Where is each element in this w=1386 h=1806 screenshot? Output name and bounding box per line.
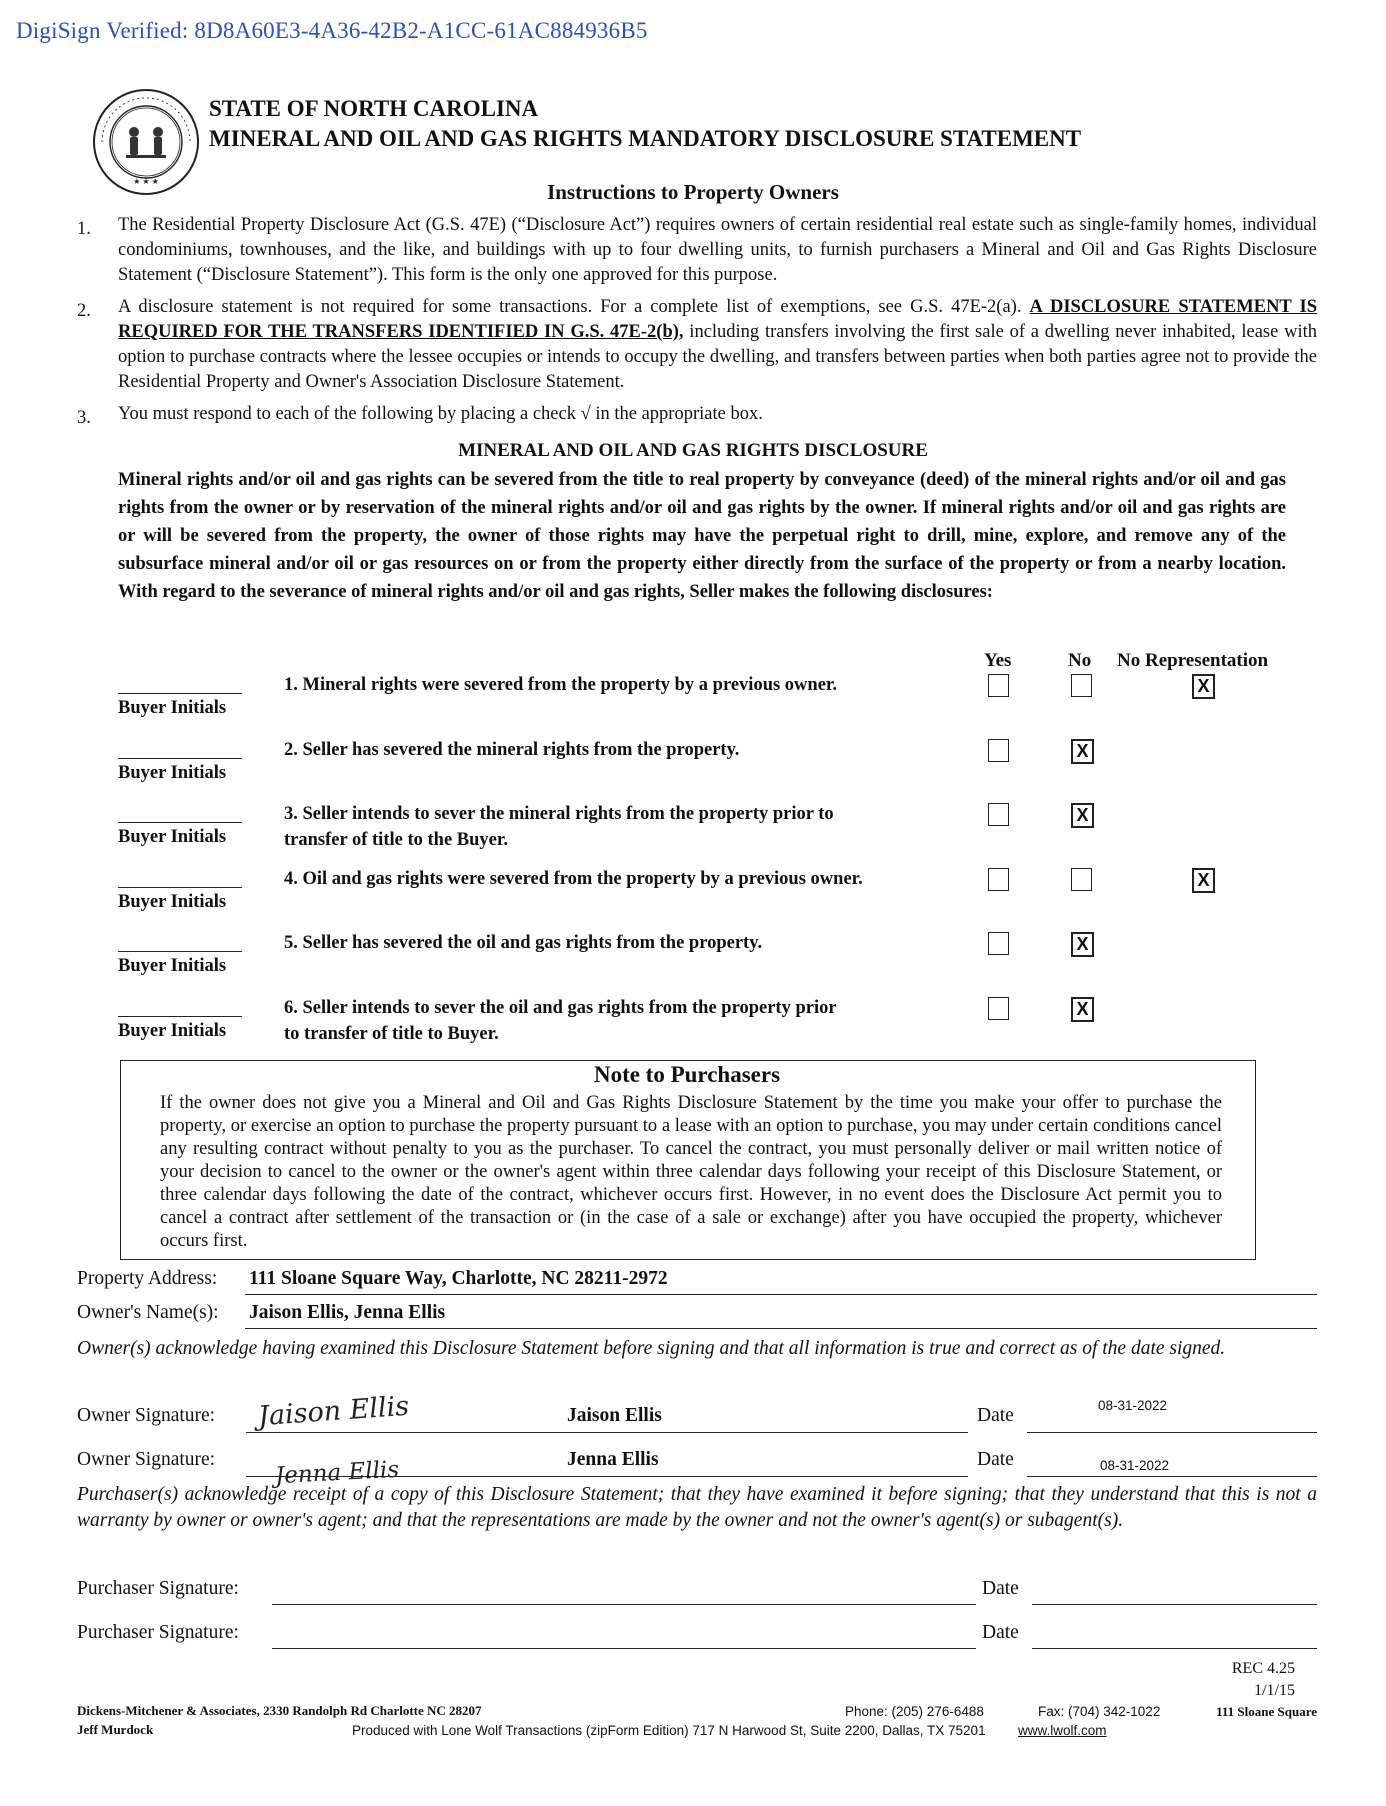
checkbox-mark: X [1197,869,1210,890]
checkbox-yes[interactable] [988,739,1009,762]
question-text [284,930,964,956]
checkbox-yes[interactable] [988,932,1009,955]
purchaser-signature-label: Purchaser Signature: [77,1622,239,1643]
checkbox-no[interactable] [1071,739,1094,764]
buyer-initials-label: Buyer Initials [118,827,227,847]
buyer-initials-line[interactable] [118,887,242,888]
question-line: 2. Seller has severed the mineral rights from the property. [284,739,740,760]
footer-phone: Phone: (205) 276-6488 [845,1704,984,1719]
instruction-item-1 [77,213,1317,288]
instruction-number: 3. [77,408,91,428]
note-text: If the owner does not give you a Mineral and Oil and Gas Rights Disclosure Statement by the time you make your offer to purchase the property, or exercise an option to purchase the property pursuant to a lease with an option to purchase, you may under certain conditions cancel any resulting contract without penalty to you as the purchaser. To cancel the contract, you must personally deliver or mail written notice of your decision to cancel to the owner or the owner's agent within three calendar days following your receipt of this Disclosure Statement, or three calendar days following the date of the contract, whichever occurs first. However, in no event does the Disclosure Act permit you to cancel a contract after settlement of the transaction or (in the case of a sale or exchange) after you have occupied the property, whichever occurs first. [160,1093,1222,1251]
checkbox-no[interactable] [1071,868,1092,891]
date-line[interactable] [1032,1604,1317,1605]
date-label: Date [977,1449,1014,1470]
owner-signature-label: Owner Signature: [77,1405,216,1426]
form-title-main: MINERAL AND OIL AND GAS RIGHTS MANDATORY DISCLOSURE STATEMENT [209,126,1082,151]
form-title-state: STATE OF NORTH CAROLINA [209,96,539,121]
checkbox-yes[interactable] [988,674,1009,697]
owner-signature-label: Owner Signature: [77,1449,216,1470]
owners-name-line [245,1328,1317,1329]
purchaser-signature-line[interactable] [272,1604,976,1605]
question-text [284,737,964,763]
owner-printed-name: Jaison Ellis [567,1405,662,1426]
buyer-initials-label: Buyer Initials [118,762,227,783]
instruction-text-a: A disclosure statement is not required for some transactions. For a complete list of exemptions, see G.S. 47E-2(a). [118,297,1030,317]
checkbox-no-representation[interactable] [1192,868,1215,893]
date-line [1027,1476,1317,1477]
instructions-heading: Instructions to Property Owners [547,180,839,204]
owner-signature-handwritten: Jaison Ellis [257,1390,411,1433]
question-line: to transfer of title to Buyer. [284,1023,499,1044]
instruction-text-emphasis: A DISCLOSURE STATEMENT IS REQUIRED FOR THE TRANSFERS IDENTIFIED IN G.S. 47E-2(b), [118,297,1318,342]
checkbox-mark: X [1076,740,1089,761]
owner-signature-line [246,1432,968,1433]
owner-printed-name: Jenna Ellis [567,1449,659,1470]
checkbox-no[interactable] [1071,932,1094,957]
checkbox-yes[interactable] [988,868,1009,891]
purchaser-signature-line[interactable] [272,1648,976,1649]
buyer-initials-label: Buyer Initials [118,698,227,718]
owner-signature-handwritten: Jenna Ellis [274,1456,400,1490]
disclosure-paragraph: Mineral rights and/or oil and gas rights can be severed from the title to real property by conveyance (deed) of the mineral rights and/or oil and gas rights from the owner or by reservation of the mineral rights and/or oil and gas rights by the owner. If mineral rights and/or oil and gas rights are or will be severed from the property, the owner of those rights may have the perpetual right to drill, mine, explore, and remove any of the subsurface mineral and/or oil or gas resources on or from the property either directly from the surface of the property or from a nearby location. With regard to the severance of mineral rights and/or oil and gas rights, Seller makes the following disclosures: [118,470,1286,602]
footer-fax: Fax: (704) 342-1022 [1038,1704,1161,1719]
date-label: Date [982,1578,1019,1599]
question-line: 4. Oil and gas rights were severed from the property by a previous owner. [284,868,863,889]
owner-acknowledgment: Owner(s) acknowledge having examined this Disclosure Statement before signing and that all information is true and correct as of the date signed. [77,1338,1226,1359]
question-text [284,801,964,853]
column-no: No [1068,650,1092,671]
column-yes: Yes [984,650,1012,671]
checkbox-no-representation[interactable] [1192,674,1215,699]
question-line: 1. Mineral rights were severed from the property by a previous owner. [284,675,838,695]
disclosure-heading: MINERAL AND OIL AND GAS RIGHTS DISCLOSURE [458,440,928,461]
buyer-initials-line[interactable] [118,1016,242,1017]
footer-property: 111 Sloane Square [1216,1704,1317,1719]
buyer-initials-label: Buyer Initials [118,956,227,976]
checkbox-no[interactable] [1071,997,1094,1022]
instruction-item-3 [77,402,1317,427]
checkbox-mark: X [1076,805,1089,825]
footer-company: Dickens-Mitchener & Associates, 2330 Randolph Rd Charlotte NC 28207 [77,1703,482,1718]
owners-name-label: Owner's Name(s): [77,1302,219,1323]
checkbox-yes[interactable] [988,997,1009,1020]
buyer-initials-line[interactable] [118,693,242,694]
verification-banner: DigiSign Verified: 8D8A60E3-4A36-42B2-A1CC-61AC884936B5 [16,18,648,43]
owners-name-value: Jaison Ellis, Jenna Ellis [249,1302,446,1323]
checkbox-no[interactable] [1071,803,1094,828]
instruction-number: 2. [77,301,91,321]
checkbox-mark: X [1076,998,1089,1019]
buyer-initials-label: Buyer Initials [118,1020,227,1041]
column-no-representation: No Representation [1117,650,1269,671]
instruction-item-2 [77,295,1317,395]
checkbox-no[interactable] [1071,674,1092,697]
question-line: 6. Seller intends to sever the oil and gas rights from the property prior [284,997,837,1018]
instruction-number: 1. [77,219,91,239]
note-heading: Note to Purchasers [593,1062,781,1087]
purchaser-signature-label: Purchaser Signature: [77,1578,239,1599]
date-line [1027,1432,1317,1433]
date-label: Date [982,1622,1019,1643]
question-line: transfer of title to the Buyer. [284,830,509,850]
instruction-text [118,295,1317,395]
buyer-initials-line[interactable] [118,951,242,952]
question-text [284,866,964,892]
footer-link[interactable]: www.lwolf.com [1018,1723,1107,1738]
svg-text:★ ★ ★: ★ ★ ★ [133,177,159,186]
instruction-text: The Residential Property Disclosure Act (G.S. 47E) (“Disclosure Act”) requires owners of certain residential real estate such as single-family homes, individual condominiums, townhouses, and the like, and buildings with up to four dwelling units, to furnish purchasers a Mineral and Oil and Gas Rights Disclosure Statement (“Disclosure Statement”). This form is the only one approved for this purpose. [118,215,1317,285]
question-line: 3. Seller intends to sever the mineral rights from the property prior to [284,804,834,824]
buyer-initials-label: Buyer Initials [118,891,227,912]
checkbox-mark: X [1076,934,1089,954]
property-address-line [245,1294,1317,1295]
question-text [284,995,964,1047]
date-line[interactable] [1032,1648,1317,1649]
footer-agent: Jeff Murdock [77,1722,154,1737]
property-address-label: Property Address: [77,1268,218,1289]
question-text [284,672,964,698]
instruction-text: You must respond to each of the following by placing a check √ in the appropriate box. [118,404,763,424]
owner-signature-date: 08-31-2022 [1100,1458,1170,1473]
date-label: Date [977,1405,1014,1426]
instruction-text-c: including transfers involving the first sale of a dwelling never inhabited, lease with option to purchase contracts where the lessee occupies or intends to occupy the dwelling, and transfers between parties when both parties agree not to provide the Residential Property and Owner's Association Disclosure Statement. [118,322,1317,392]
owner-signature-line [246,1476,968,1477]
form-code: REC 4.25 [1231,1660,1295,1677]
purchaser-acknowledgment: Purchaser(s) acknowledge receipt of a copy of this Disclosure Statement; that they have examined it before signing; that they understand that this is not a warranty by owner or owner's agent; and that the representations are made by the owner and not the owner's agent(s) or subagent(s). [77,1484,1317,1531]
footer-produced-with: Produced with Lone Wolf Transactions (zipForm Edition) 717 N Harwood St, Suite 2200, Dallas, TX 75201 [352,1723,986,1738]
owner-signature-date: 08-31-2022 [1098,1398,1168,1413]
property-address-value: 111 Sloane Square Way, Charlotte, NC 28211-2972 [249,1268,668,1289]
form-date: 1/1/15 [1254,1682,1295,1699]
buyer-initials-line[interactable] [118,822,242,823]
checkbox-yes[interactable] [988,803,1009,826]
buyer-initials-line[interactable] [118,758,242,759]
checkbox-mark: X [1197,676,1210,696]
question-line: 5. Seller has severed the oil and gas rights from the property. [284,933,763,953]
